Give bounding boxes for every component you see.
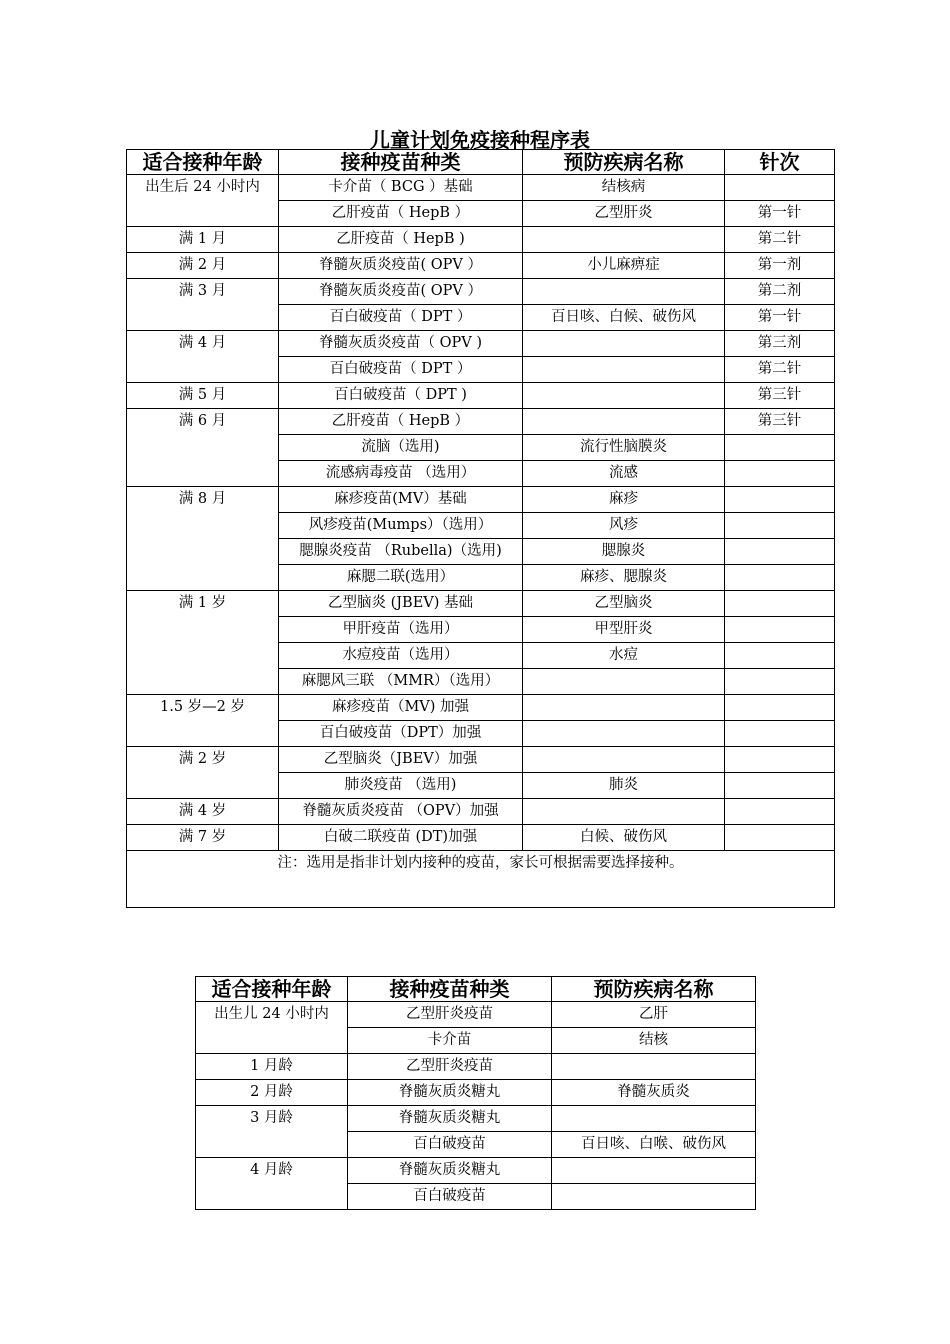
cell-age: 1 月龄: [196, 1054, 348, 1080]
cell-age: 1.5 岁—2 岁: [127, 695, 279, 747]
cell-vaccine: 百白破疫苗（ DPT ）: [279, 305, 523, 331]
cell-disease: 乙型脑炎: [523, 591, 725, 617]
cell-disease: [523, 695, 725, 721]
cell-disease: [552, 1054, 756, 1080]
note-row: [127, 851, 835, 908]
table-row: [127, 487, 835, 513]
cell-age: 3 月龄: [196, 1106, 348, 1158]
cell-disease: 甲型肝炎: [523, 617, 725, 643]
cell-dose: [725, 773, 835, 799]
cell-dose: 第一针: [725, 201, 835, 227]
cell-disease: 百日咳、白候、破伤风: [523, 305, 725, 331]
cell-vaccine: 麻疹疫苗（MV) 加强: [279, 695, 523, 721]
cell-vaccine: 流脑（选用): [279, 435, 523, 461]
cell-vaccine: 麻腮二联(选用）: [279, 565, 523, 591]
cell-dose: [725, 695, 835, 721]
table-row: [127, 253, 835, 279]
cell-disease: 白候、破伤风: [523, 825, 725, 851]
cell-age: 满 8 月: [127, 487, 279, 591]
table-row: [196, 1002, 756, 1028]
cell-vaccine: 百白破疫苗（DPT）加强: [279, 721, 523, 747]
cell-dose: [725, 643, 835, 669]
cell-dose: [725, 591, 835, 617]
cell-age: 4 月龄: [196, 1158, 348, 1210]
table-row: [127, 825, 835, 851]
cell-disease: [552, 1106, 756, 1132]
table-row: [127, 227, 835, 253]
cell-age: 满 1 岁: [127, 591, 279, 695]
cell-age: 满 2 岁: [127, 747, 279, 799]
cell-vaccine: 卡介苗（ BCG ）基础: [279, 175, 523, 201]
cell-disease: [523, 669, 725, 695]
cell-vaccine: 肺炎疫苗 （选用): [279, 773, 523, 799]
header-vaccine: 接种疫苗种类: [279, 150, 523, 175]
table-row: [196, 1106, 756, 1132]
cell-vaccine: 乙肝疫苗（ HepB ）: [279, 201, 523, 227]
cell-age: 满 3 月: [127, 279, 279, 331]
cell-vaccine: 脊髓灰质炎疫苗( OPV ）: [279, 279, 523, 305]
table-row: [127, 279, 835, 305]
cell-vaccine: 麻疹疫苗(MV）基础: [279, 487, 523, 513]
cell-vaccine: 脊髓灰质炎疫苗 （OPV）加强: [279, 799, 523, 825]
cell-dose: 第三针: [725, 383, 835, 409]
cell-age: 满 7 岁: [127, 825, 279, 851]
cell-disease: 乙型肝炎: [523, 201, 725, 227]
cell-age: 满 4 岁: [127, 799, 279, 825]
cell-disease: 流感: [523, 461, 725, 487]
vaccination-table-2: [195, 976, 756, 1210]
cell-disease: [523, 331, 725, 357]
table-header-row: [127, 150, 835, 175]
cell-vaccine: 脊髓灰质炎糖丸: [348, 1080, 552, 1106]
cell-disease: [523, 747, 725, 773]
cell-disease: 流行性脑膜炎: [523, 435, 725, 461]
cell-disease: [523, 409, 725, 435]
table-row: [127, 331, 835, 357]
cell-dose: [725, 747, 835, 773]
cell-vaccine: 乙型脑炎（JBEV）加强: [279, 747, 523, 773]
header-disease: 预防疾病名称: [552, 977, 756, 1002]
cell-disease: 风疹: [523, 513, 725, 539]
cell-dose: 第三剂: [725, 331, 835, 357]
cell-dose: [725, 617, 835, 643]
cell-age: 出生后 24 小时内: [127, 175, 279, 227]
cell-vaccine: 乙型脑炎 (JBEV) 基础: [279, 591, 523, 617]
cell-disease: 腮腺炎: [523, 539, 725, 565]
cell-age: 满 5 月: [127, 383, 279, 409]
cell-dose: 第三针: [725, 409, 835, 435]
cell-dose: [725, 539, 835, 565]
cell-vaccine: 麻腮风三联 （MMR）（选用）: [279, 669, 523, 695]
cell-disease: 小儿麻痹症: [523, 253, 725, 279]
header-disease: 预防疾病名称: [523, 150, 725, 175]
cell-vaccine: 甲肝疫苗（选用）: [279, 617, 523, 643]
cell-dose: [725, 461, 835, 487]
cell-vaccine: 百白破疫苗（ DPT ): [279, 383, 523, 409]
table-row: [127, 175, 835, 201]
cell-vaccine: 腮腺炎疫苗 （Rubella)（选用): [279, 539, 523, 565]
cell-disease: [552, 1158, 756, 1184]
cell-vaccine: 乙型肝炎疫苗: [348, 1002, 552, 1028]
table-note: 注：选用是指非计划内接种的疫苗，家长可根据需要选择接种。: [127, 851, 835, 908]
cell-vaccine: 卡介苗: [348, 1028, 552, 1054]
header-vaccine: 接种疫苗种类: [348, 977, 552, 1002]
cell-disease: 脊髓灰质炎: [552, 1080, 756, 1106]
cell-dose: 第二针: [725, 357, 835, 383]
cell-dose: [725, 721, 835, 747]
table-row: [127, 799, 835, 825]
cell-dose: [725, 799, 835, 825]
cell-vaccine: 乙肝疫苗（ HepB ）: [279, 409, 523, 435]
cell-vaccine: 风疹疫苗(Mumps）（选用）: [279, 513, 523, 539]
cell-dose: [725, 513, 835, 539]
cell-disease: 结核: [552, 1028, 756, 1054]
cell-disease: [523, 721, 725, 747]
cell-disease: 乙肝: [552, 1002, 756, 1028]
cell-vaccine: 水痘疫苗（选用）: [279, 643, 523, 669]
cell-vaccine: 脊髓灰质炎疫苗( OPV ）: [279, 253, 523, 279]
cell-disease: 结核病: [523, 175, 725, 201]
cell-disease: [552, 1184, 756, 1210]
cell-disease: [523, 227, 725, 253]
cell-age: 满 6 月: [127, 409, 279, 487]
cell-vaccine: 脊髓灰质炎糖丸: [348, 1158, 552, 1184]
cell-age: 满 1 月: [127, 227, 279, 253]
cell-disease: [523, 357, 725, 383]
cell-age: 出生儿 24 小时内: [196, 1002, 348, 1054]
table-row: [127, 695, 835, 721]
cell-disease: 肺炎: [523, 773, 725, 799]
table-row: [196, 1054, 756, 1080]
immunization-schedule-table: [126, 149, 835, 908]
cell-vaccine: 百白破疫苗（ DPT ）: [279, 357, 523, 383]
table-header-row: [196, 977, 756, 1002]
cell-age: 满 4 月: [127, 331, 279, 383]
cell-dose: 第二剂: [725, 279, 835, 305]
table-row: [127, 383, 835, 409]
cell-dose: 第二针: [725, 227, 835, 253]
cell-disease: 麻疹、腮腺炎: [523, 565, 725, 591]
cell-vaccine: 白破二联疫苗 (DT)加强: [279, 825, 523, 851]
table-row: [127, 591, 835, 617]
cell-vaccine: 百白破疫苗: [348, 1132, 552, 1158]
header-dose: 针次: [725, 150, 835, 175]
cell-vaccine: 百白破疫苗: [348, 1184, 552, 1210]
cell-disease: [523, 799, 725, 825]
page-title: 儿童计划免疫接种程序表: [370, 128, 590, 152]
cell-disease: 麻疹: [523, 487, 725, 513]
cell-vaccine: 流感病毒疫苗 （选用）: [279, 461, 523, 487]
cell-dose: [725, 175, 835, 201]
table-row: [127, 409, 835, 435]
table-row: [127, 747, 835, 773]
table-row: [196, 1080, 756, 1106]
cell-disease: [523, 279, 725, 305]
cell-vaccine: 乙肝疫苗（ HepB ): [279, 227, 523, 253]
cell-dose: 第一剂: [725, 253, 835, 279]
cell-dose: [725, 565, 835, 591]
cell-dose: [725, 669, 835, 695]
cell-dose: [725, 825, 835, 851]
cell-age: 2 月龄: [196, 1080, 348, 1106]
cell-disease: 水痘: [523, 643, 725, 669]
header-age: 适合接种年龄: [196, 977, 348, 1002]
cell-vaccine: 脊髓灰质炎糖丸: [348, 1106, 552, 1132]
cell-disease: [523, 383, 725, 409]
cell-disease: 百日咳、白喉、破伤风: [552, 1132, 756, 1158]
cell-dose: [725, 435, 835, 461]
cell-vaccine: 乙型肝炎疫苗: [348, 1054, 552, 1080]
table-row: [196, 1158, 756, 1184]
cell-dose: 第一针: [725, 305, 835, 331]
cell-dose: [725, 487, 835, 513]
cell-age: 满 2 月: [127, 253, 279, 279]
cell-vaccine: 脊髓灰质炎疫苗（ OPV ): [279, 331, 523, 357]
header-age: 适合接种年龄: [127, 150, 279, 175]
